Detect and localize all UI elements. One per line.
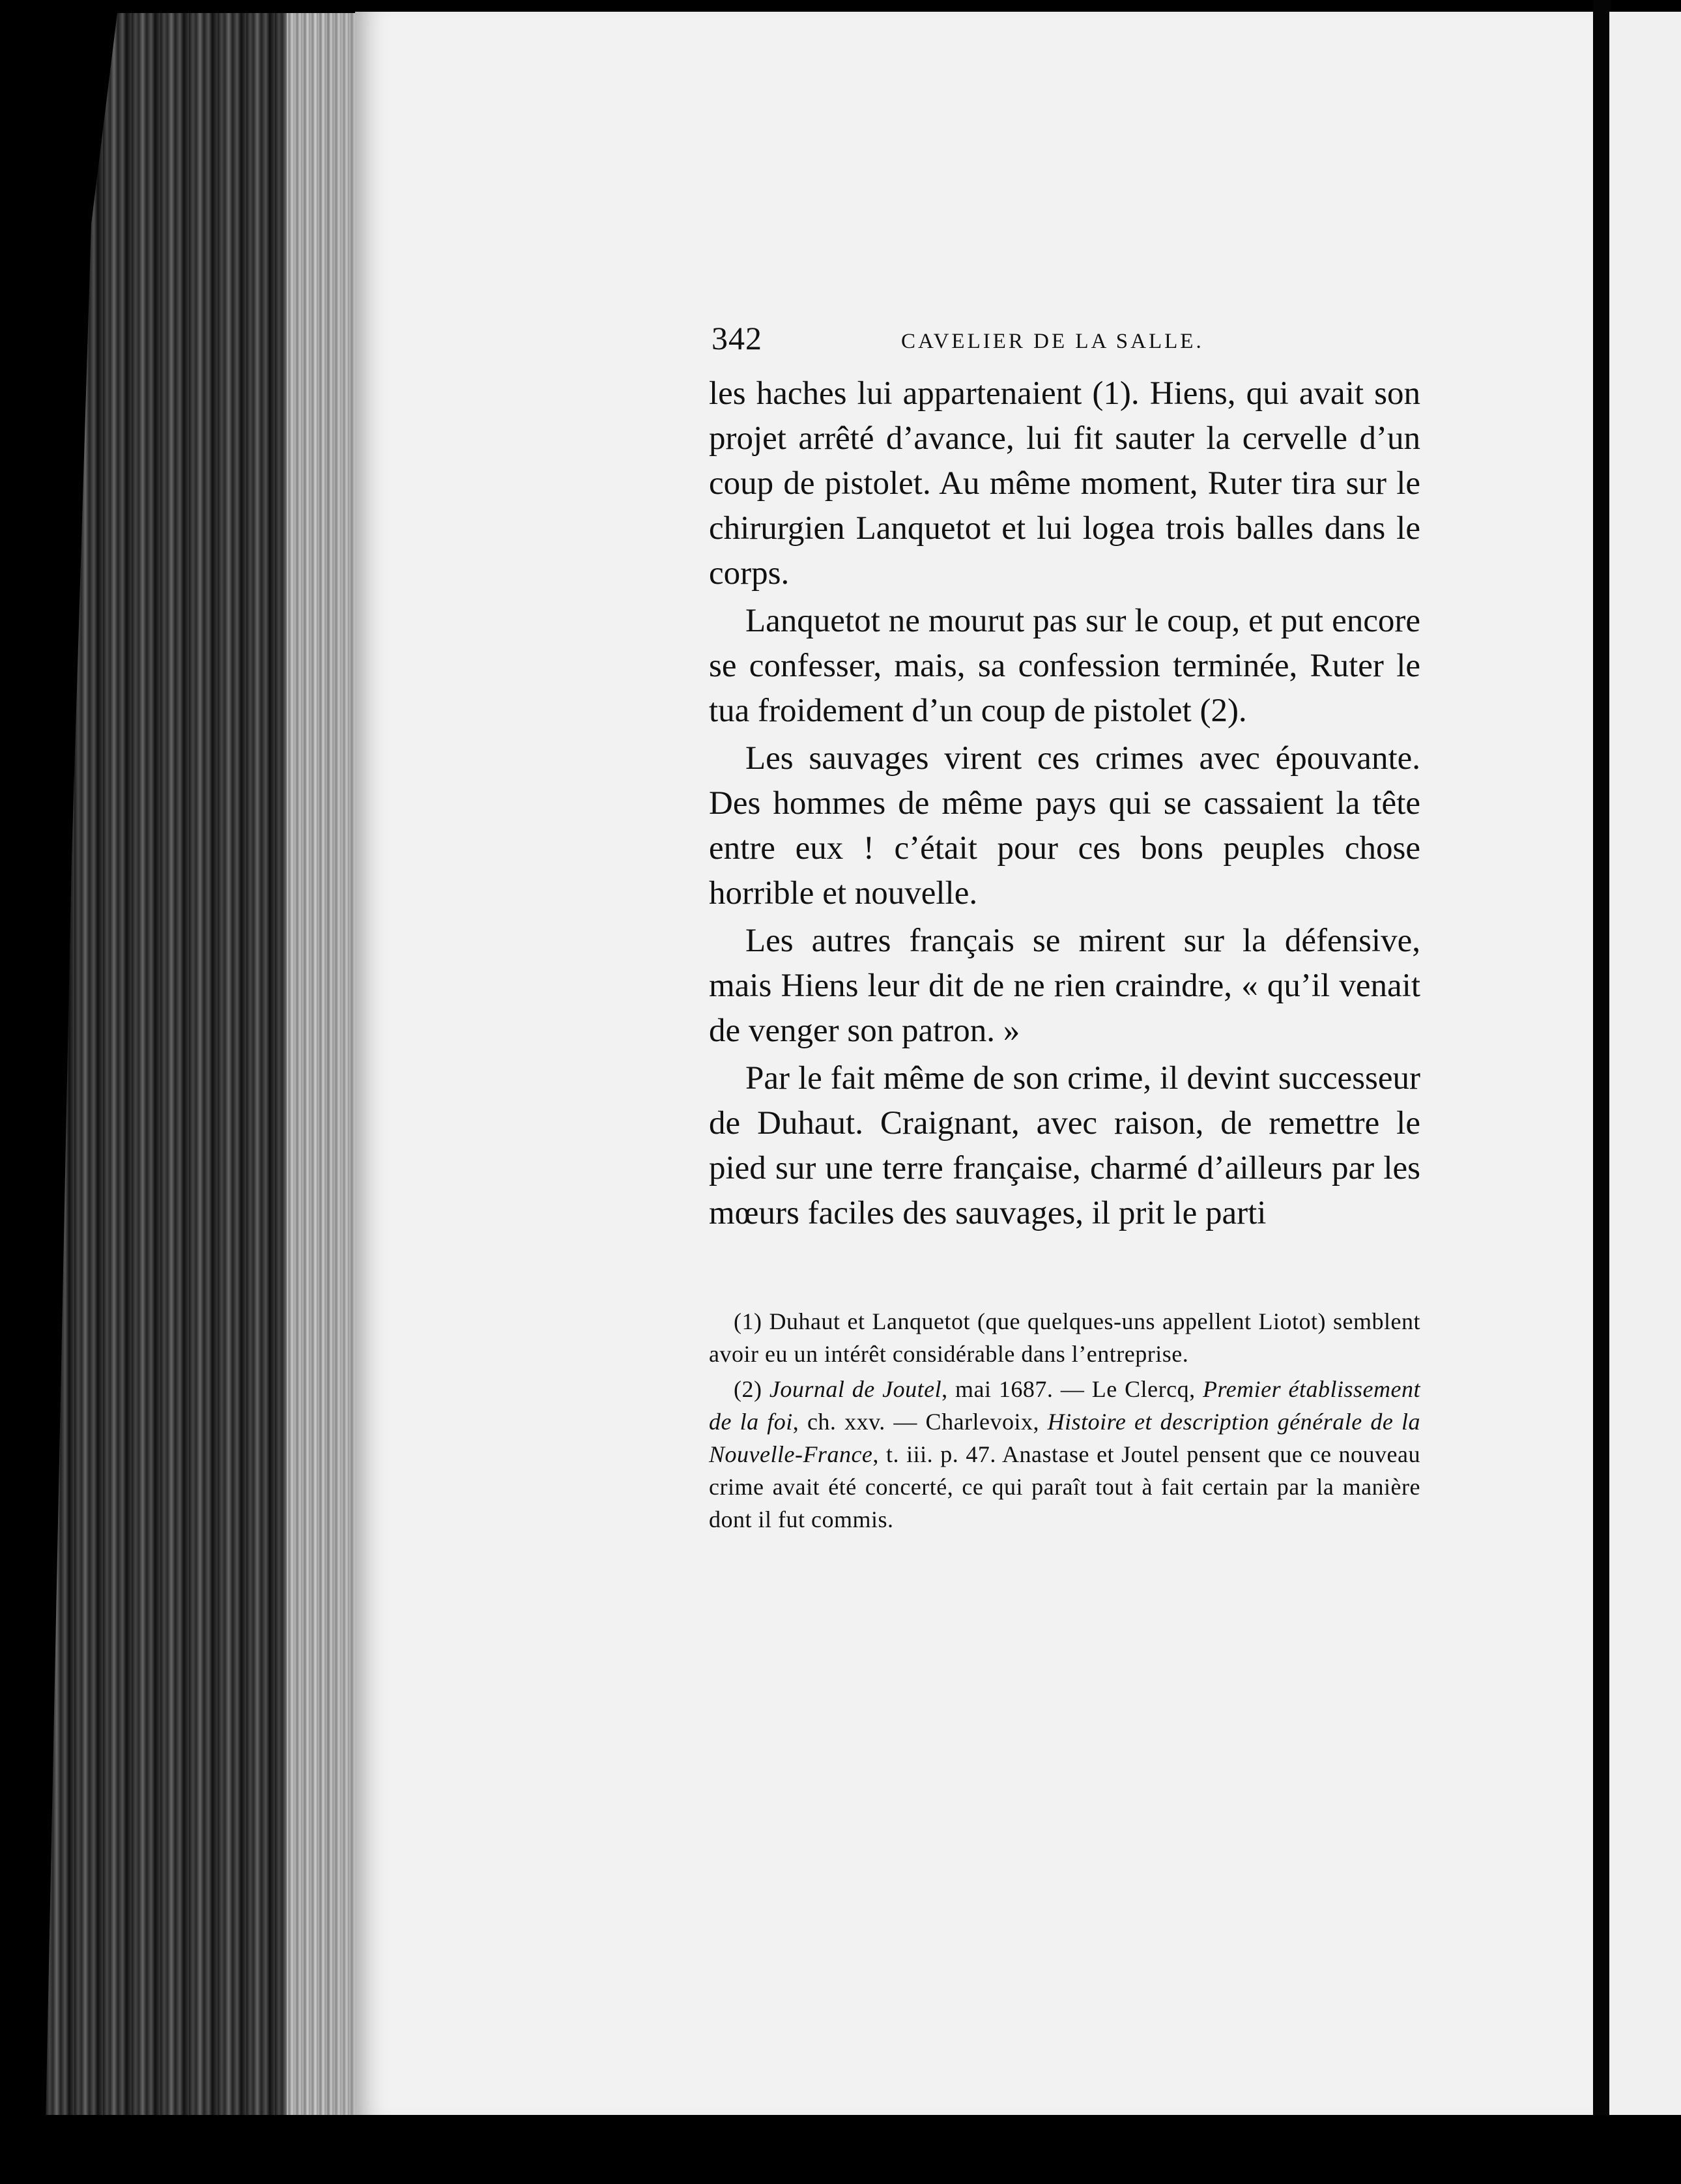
book-gutter (1593, 0, 1611, 2184)
footnote-2-text: , t. iii. p. 47. Anastase et Joutel pensent que ce nouveau crime avait été concerté, ce qui paraît tout à fait certain par la manière dont il fut commis. (709, 1441, 1420, 1532)
paragraph: les haches lui appartenaient (1). Hiens, qui avait son projet arrêté d’avance, lui fit sauter la cervelle d’un coup de pistolet. Au même moment, Ruter tira sur le chirurgien Lanquetot et lui logea trois balles dans le corps. (709, 375, 1420, 592)
running-title: CAVELIER DE LA SALLE. (901, 330, 1204, 353)
page-edge-highlight (287, 13, 358, 2124)
paragraph: Les sauvages virent ces crimes avec épouvante. Des hommes de même pays qui se cassaient la tête entre eux ! c’était pour ces bons peuples chose horrible et nouvelle. (709, 740, 1420, 912)
scan-border (0, 2115, 1681, 2184)
footnote-1: (1) Duhaut et Lanquetot (que quelques-uns appellent Liotot) semblent avoir eu un intérêt considérable dans l’entreprise. (709, 1308, 1420, 1367)
footnote-2-text: , mai 1687. — Le Clercq, (941, 1376, 1203, 1402)
facing-page-edge (1609, 12, 1681, 2115)
paragraph: Lanquetot ne mourut pas sur le coup, et put encore se confesser, mais, sa confession terminée, Ruter le tua froidement d’un coup de pistolet (2). (709, 603, 1420, 729)
footnote-2-text: , ch. xxv. — Charlevoix, (792, 1409, 1048, 1435)
paragraph: Les autres français se mirent sur la défensive, mais Hiens leur dit de ne rien craindre, « qu’il venait de venger son patron. » (709, 923, 1420, 1049)
page-number: 342 (711, 320, 762, 356)
page-text-block (709, 319, 1420, 1536)
footnotes (709, 1305, 1420, 1536)
paragraph: Par le fait même de son crime, il devint successeur de Duhaut. Craignant, avec raison, de remettre le pied sur une terre française, charmé d’ailleurs par les mœurs faciles des sauvages, il prit le parti (709, 1060, 1420, 1231)
footnote-2-source-charlevoix: Histoire et description générale de la Nouvelle-France (709, 1409, 1420, 1467)
footnote-2 (709, 1373, 1420, 1536)
footnote-2-source-leclercq: Premier établissement de la foi (709, 1376, 1420, 1435)
body-text (709, 371, 1420, 1236)
footnote-2-marker: (2) (734, 1376, 762, 1402)
footnote-2-source-joutel: Journal de Joutel (769, 1376, 942, 1402)
running-head (709, 319, 1420, 371)
